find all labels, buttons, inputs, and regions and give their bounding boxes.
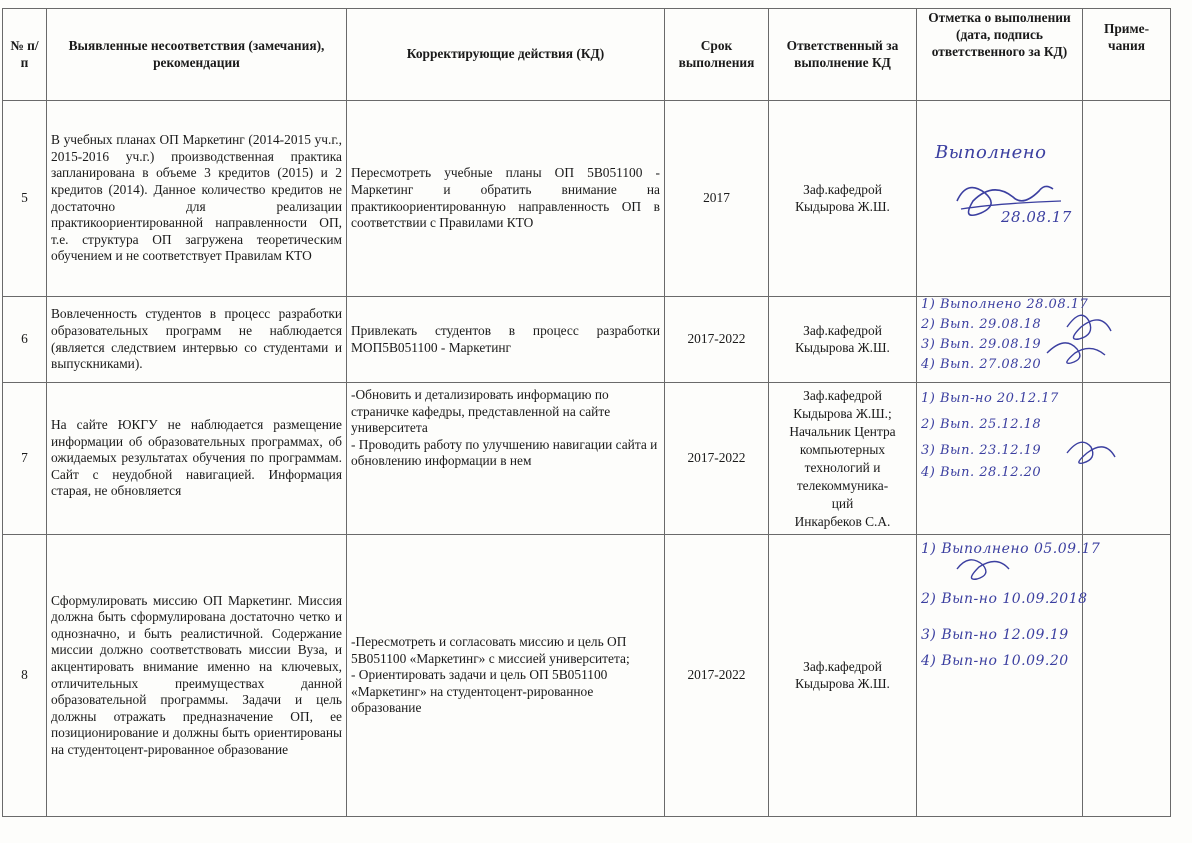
action-item: - Проводить работу по улучшению навигации сайта и обновлению информации в нем [351,436,658,469]
handwritten-note: 3) Вып. 23.12.19 [921,443,1042,458]
handwritten-note: 1) Выполнено 05.09.17 [921,541,1101,557]
table-row [3,297,1171,383]
page-top-edge [0,0,1192,8]
handwritten-note: Выполнено [935,142,1047,163]
issue-cell: Вовлеченность студентов в процесс разработки образовательных программ не наблюдается (является следствием интервью со студентами и выпускниками). [47,297,347,383]
completion-mark-cell [917,535,1101,817]
handwritten-note: 4) Вып. 28.12.20 [921,465,1042,480]
table-row [3,383,1171,535]
action-cell: Пересмотреть учебные планы ОП 5В051100 - Маркетинг и обратить внимание на практикоориентированную направленность ОП в соответствии с Правилами КТО [347,101,665,297]
corrective-actions-table [2,8,1171,817]
notes-cell [1083,101,1171,297]
action-cell [347,383,665,535]
completion-mark-cell [917,101,1083,297]
handwritten-note: 1) Вып-но 20.12.17 [921,391,1059,406]
signature-image [917,383,1167,535]
responsible-line: Инкарбеков С.А. [794,513,891,529]
responsible-line: ций [831,495,854,511]
handwritten-note: 3) Вып-но 12.09.19 [921,627,1069,643]
term-cell: 2017-2022 [665,297,769,383]
header-actions: Корректирующие действия (КД) [347,9,665,101]
term-cell: 2017 [665,101,769,297]
action-item: - Ориентировать задачи и цель ОП 5В051100 «Маркетинг» на студентоцент-рированное образование [351,667,608,716]
table-row [3,535,1171,817]
action-cell: Привлекать студентов в процесс разработки МОП5В051100 - Маркетинг [347,297,665,383]
row-number: 8 [3,535,47,817]
responsible-cell: Заф.кафедрой Кыдырова Ж.Ш. [769,535,917,817]
responsible-line: компьютерных [799,441,886,457]
header-mark: Отметка о выполнении (дата, подпись ответственного за КД) [917,9,1083,101]
responsible-line: Кыдырова Ж.Ш.; [793,405,892,421]
row-number: 6 [3,297,47,383]
header-num: № п/п [3,9,47,101]
issue-cell: В учебных планах ОП Маркетинг (2014-2015 уч.г., 2015-2016 уч.г.) производственная практика запланирована в объеме 3 кредитов (2015) и 2 кредитов (2014). Данное количество кредитов не достаточно для реализации практикоориентированной направленности ОП, т.е. структура ОП загружена теоретическим обучением и не соответствует Правилам КТО [47,101,347,297]
handwritten-note: 2) Вып. 29.08.18 [921,317,1042,332]
completion-mark-cell [917,297,1089,383]
action-item: -Пересмотреть и согласовать миссию и цель ОП 5В051100 «Маркетинг» с миссией университета; [351,634,630,666]
header-row [3,9,1171,101]
responsible-cell [769,383,917,535]
header-responsible: Ответственный за выполнение КД [769,9,917,101]
issue-cell: На сайте ЮКГУ не наблюдается размещение информации об образовательных программах, об ожидаемых результатах обучения по программам. Сайт с неудобной навигацией. Информация старая, не обновляется [47,383,347,535]
signature-image [917,297,1167,383]
handwritten-note: 2) Вып-но 10.09.2018 [921,591,1088,607]
responsible-cell: Заф.кафедрой Кыдырова Ж.Ш. [769,101,917,297]
term-cell: 2017-2022 [665,383,769,535]
issue-cell: Сформулировать миссию ОП Маркетинг. Миссия должна быть сформулирована достаточно четко и однозначно, и быть реалистичной. Содержание миссии должно соответствовать миссии Вуза, и акцентировать внимание именно на ключевых, отличительных преимуществах данной образовательной программы. Задачи и цель должны отражать предназначение ОП, ее позиционирование и должны быть ориентированы на студентоцент-рированное образование [47,535,347,817]
signature-image [917,101,1083,297]
header-notes: Приме-чания [1083,9,1171,101]
responsible-line: телекоммуника- [796,477,889,493]
handwritten-note: 2) Вып. 25.12.18 [921,417,1042,432]
handwritten-note: 4) Вып-но 10.09.20 [921,653,1069,669]
row-number: 7 [3,383,47,535]
responsible-line: Заф.кафедрой [803,387,882,403]
header-issues: Выявленные несоответствия (замечания), рекомендации [47,9,347,101]
responsible-line: технологий и [804,459,881,475]
header-term: Срок выполнения [665,9,769,101]
row-number: 5 [3,101,47,297]
term-cell: 2017-2022 [665,535,769,817]
action-cell [347,535,665,817]
handwritten-note: 1) Выполнено 28.08.17 [921,297,1089,312]
responsible-line: Начальник Центра [789,423,896,439]
action-item: -Обновить и детализировать информацию по страничке кафедры, представленной на сайте университета [351,387,611,436]
table-row [3,101,1171,297]
handwritten-date: 28.08.17 [1001,208,1072,226]
completion-mark-cell [917,383,1083,535]
responsible-cell: Заф.кафедрой Кыдырова Ж.Ш. [769,297,917,383]
handwritten-note: 4) Вып. 27.08.20 [921,357,1042,372]
handwritten-note: 3) Вып. 29.08.19 [921,337,1042,352]
signature-image [917,535,1167,817]
